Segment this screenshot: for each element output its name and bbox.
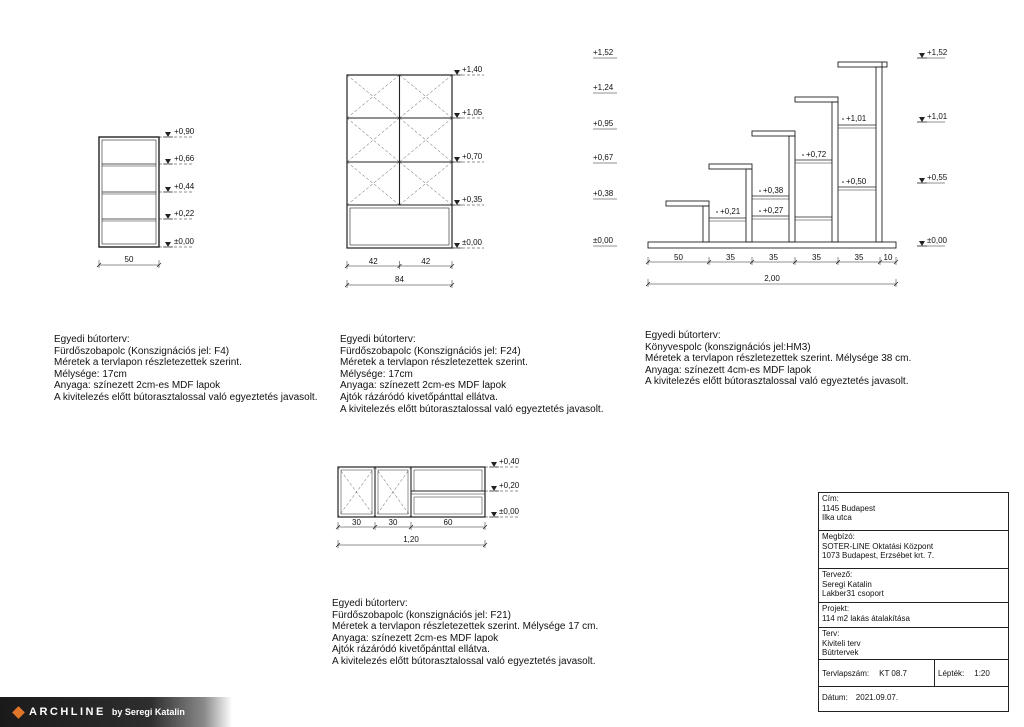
- brand-name: ARCHLINE: [29, 706, 106, 718]
- f21-level-label: ±0,00: [499, 507, 519, 516]
- tb-tervlapszam-value: KT 08.7: [879, 668, 907, 678]
- hm3-inner-level: +0,38: [763, 186, 784, 195]
- tb-cim-line1: 1145 Budapest: [822, 503, 876, 513]
- hm3-inner-level: +1,01: [846, 114, 867, 123]
- hm3-dim: 35: [726, 253, 735, 262]
- hm3-left-level: +1,52: [593, 48, 614, 57]
- f24-notes: [340, 334, 603, 415]
- f4-width-dim: 50: [124, 255, 134, 264]
- tb-projekt-label: Projekt:: [822, 604, 850, 613]
- f24-dim: 42: [368, 257, 378, 266]
- tb-tervezo-label: Tervező:: [822, 570, 853, 579]
- tb-scale: [935, 660, 993, 686]
- hm3-right-level: +0,55: [927, 173, 948, 182]
- f24-note-line: Méretek a tervlapon részletezettek szerint.: [340, 357, 528, 369]
- f21-dim: 30: [388, 518, 398, 527]
- tb-terv-line1: Kiviteli terv: [822, 638, 861, 648]
- f4-note-line: Fürdőszobapolc (Konszignációs jel: F4): [54, 345, 230, 357]
- f4-level-label: +0,22: [174, 209, 195, 218]
- hm3-left-level: ±0,00: [593, 236, 613, 245]
- hm3-note-line: Méretek a tervlapon részletezettek szerint. Mélysége 38 cm.: [645, 353, 912, 365]
- f21-note-line: A kivitelezés előtt bútorasztalossal való egyeztetés javasolt.: [332, 655, 596, 667]
- hm3-dim: 35: [769, 253, 778, 262]
- tb-projekt-line1: 114 m2 lakás átalakítása: [822, 613, 910, 623]
- brand-bar: [0, 697, 232, 727]
- tb-designer: [819, 569, 1008, 603]
- tb-datum-label: Dátum:: [822, 693, 848, 702]
- hm3-right-level: +1,01: [927, 112, 948, 121]
- hm3-dim: 35: [854, 253, 864, 262]
- f21-note-line: Méretek a tervlapon részletezettek szerint. Mélysége 17 cm.: [332, 621, 599, 633]
- hm3-note-line: Könyvespolc (konszignációs jel:HM3): [645, 341, 811, 353]
- f4-notes: [54, 334, 317, 404]
- f24-level-label: +0,35: [462, 195, 483, 204]
- f4-note-line: Egyedi bútorterv:: [54, 334, 130, 345]
- f24-note-line: A kivitelezés előtt bútorasztalossal való egyeztetés javasolt.: [340, 403, 604, 415]
- hm3-note-line: Egyedi bútorterv:: [645, 330, 721, 341]
- tb-tervlapszam-label: Tervlapszám:: [822, 668, 870, 678]
- tb-megbizo-line2: 1073 Budapest, Erzsébet krt. 7.: [822, 551, 935, 561]
- f24-note-line: Ajtók rázáródó kivetőpánttal ellátva.: [340, 391, 498, 403]
- tb-sheet-number: [819, 660, 935, 686]
- f21-dim: 30: [352, 518, 361, 527]
- f4-level-label: +0,66: [174, 154, 195, 163]
- f21-note-line: Fürdőszobapolc (konszignációs jel: F21): [332, 609, 511, 621]
- f21-note-line: Anyaga: színezett 2cm-es MDF lapok: [332, 632, 499, 644]
- tb-megbizo-line1: SOTER-LINE Oktatási Központ: [822, 541, 934, 551]
- hm3-inner-level: +0,21: [720, 207, 741, 216]
- f4-level-label: +0,90: [174, 127, 195, 136]
- f24-dim: 42: [421, 257, 431, 266]
- hm3-note-line: Anyaga: színezett 4cm-es MDF lapok: [645, 364, 812, 376]
- tb-project: [819, 603, 1008, 628]
- f4-note-line: Mélysége: 17cm: [54, 368, 127, 380]
- f24-level-label: +1,40: [462, 65, 483, 74]
- tb-terv-label: Terv:: [822, 629, 840, 638]
- hm3-inner-level: +0,50: [846, 177, 867, 186]
- tb-tervezo-line1: Seregi Katalin: [822, 579, 872, 589]
- hm3-note-line: A kivitelezés előtt bútorasztalossal való egyeztetés javasolt.: [645, 376, 909, 388]
- archline-logo-icon: [12, 706, 25, 719]
- f24-total-dim: 84: [395, 275, 404, 284]
- f24-level-label: +1,05: [462, 108, 483, 117]
- hm3-inner-level: +0,72: [806, 150, 827, 159]
- tb-cim-line2: Ilka utca: [822, 513, 852, 523]
- f4-level-label: +0,44: [174, 182, 195, 191]
- f24-shelf-drawing: [369, 65, 483, 284]
- tb-terv-line2: Bútrtervek: [822, 648, 859, 658]
- tb-cim-label: Cím:: [822, 494, 839, 503]
- hm3-left-level: +0,95: [593, 119, 614, 128]
- f21-note-line: Ajtók rázáródó kivetőpánttal ellátva.: [332, 644, 490, 656]
- tb-plan: [819, 628, 1008, 660]
- hm3-inner-level: +0,27: [763, 206, 784, 215]
- f21-notes: [332, 598, 598, 668]
- f21-level-label: +0,20: [499, 481, 520, 490]
- hm3-dim: 10: [883, 253, 893, 262]
- hm3-left-level: +1,24: [593, 83, 614, 92]
- hm3-dim: 35: [812, 253, 821, 262]
- hm3-notes: [645, 330, 911, 388]
- tb-client: [819, 531, 1008, 569]
- tb-leptek-label: Lépték:: [938, 668, 965, 678]
- f4-note-line: A kivitelezés előtt bútorasztalossal való egyeztetés javasolt.: [54, 391, 318, 403]
- hm3-left-level: +0,67: [593, 153, 614, 162]
- tb-leptek-value: 1:20: [974, 668, 990, 678]
- f4-note-line: Anyaga: színezett 2cm-es MDF lapok: [54, 380, 221, 392]
- tb-sheet-scale: [819, 660, 1008, 687]
- tb-megbizo-label: Megbízó:: [822, 532, 855, 541]
- f24-note-line: Egyedi bútorterv:: [340, 334, 416, 345]
- hm3-total-dim: 2,00: [764, 274, 780, 283]
- hm3-left-level: +0,38: [593, 189, 614, 198]
- f24-level-label: +0,70: [462, 152, 483, 161]
- f24-note-line: Mélysége: 17cm: [340, 368, 413, 380]
- f21-dim: 60: [443, 518, 453, 527]
- hm3-dim: 50: [674, 253, 683, 262]
- tb-datum-value: 2021.09.07.: [855, 693, 899, 702]
- f4-level-label: ±0,00: [174, 237, 194, 246]
- f24-note-line: Anyaga: színezett 2cm-es MDF lapok: [340, 380, 507, 392]
- f24-level-label: ±0,00: [462, 238, 482, 247]
- f21-level-label: +0,40: [499, 457, 520, 466]
- f4-note-line: Méretek a tervlapon részletezettek szerint.: [54, 357, 242, 369]
- hm3-right-level: +1,52: [927, 48, 948, 57]
- tb-address: [819, 493, 1008, 531]
- hm3-right-level: ±0,00: [927, 236, 947, 245]
- brand-author: by Seregi Katalin: [111, 707, 185, 717]
- tb-tervezo-line2: Lakber31 csoport: [822, 589, 884, 599]
- title-block: [818, 492, 1009, 712]
- f21-note-line: Egyedi bútorterv:: [332, 598, 408, 609]
- f21-total-dim: 1,20: [403, 535, 419, 544]
- f24-note-line: Fürdőszobapolc (Konszignációs jel: F24): [340, 345, 521, 357]
- tb-date: [819, 687, 1008, 708]
